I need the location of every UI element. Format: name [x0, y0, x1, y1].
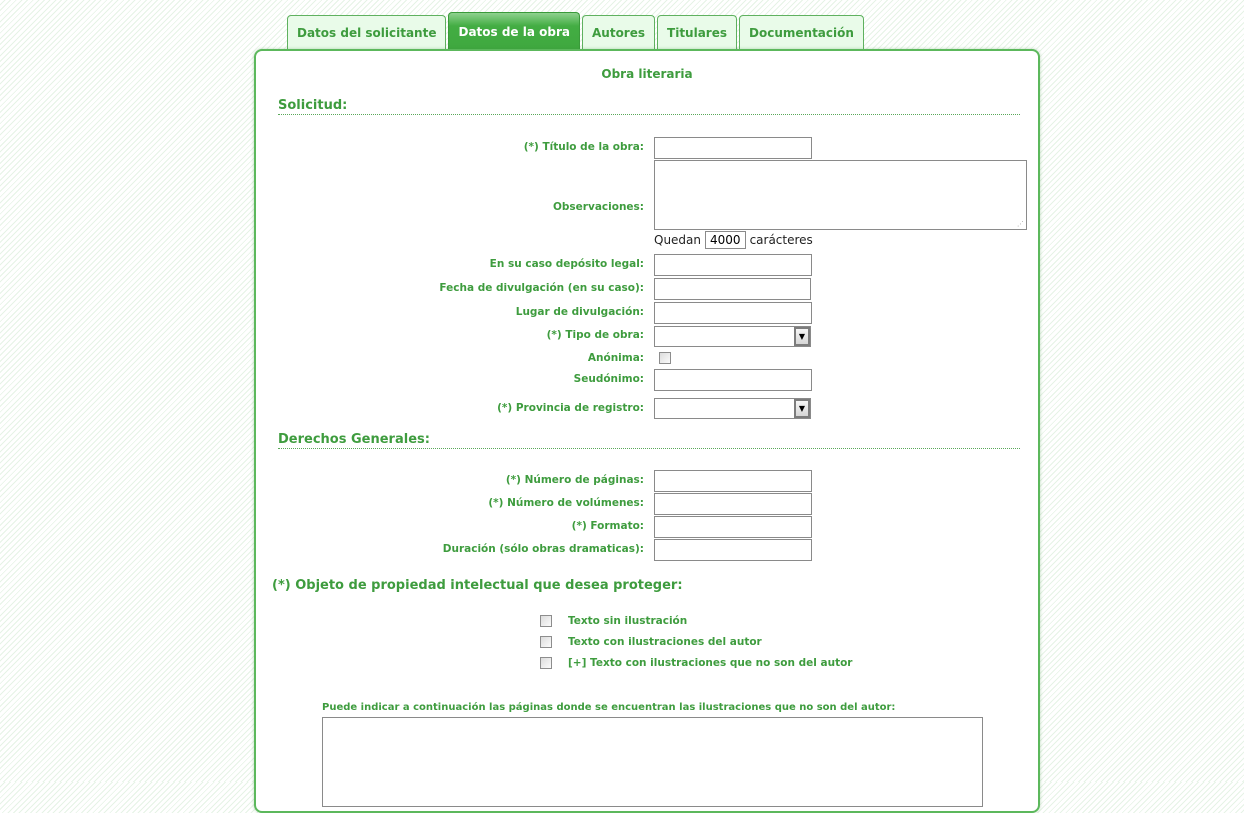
counter-value: 4000 [705, 231, 746, 249]
row-paginas [256, 470, 1036, 492]
option-checkbox[interactable] [540, 636, 552, 648]
lugar-input[interactable] [654, 302, 812, 324]
row-volumenes [256, 493, 1036, 515]
deposito-input[interactable] [654, 254, 812, 276]
form-panel [254, 49, 1040, 813]
formato-label: (*) Formato: [571, 520, 644, 532]
section-solicitud-heading: Solicitud: [278, 98, 1020, 115]
fecha-label: Fecha de divulgación (en su caso): [439, 282, 644, 294]
volumenes-input[interactable] [654, 493, 812, 515]
option-texto-sin-ilustracion[interactable] [540, 614, 687, 628]
option-checkbox[interactable] [540, 657, 552, 669]
ilustraciones-paginas-textarea[interactable] [322, 717, 983, 807]
row-seudonimo [256, 369, 1036, 391]
row-tipo [256, 326, 1036, 348]
tipo-label: (*) Tipo de obra: [546, 329, 644, 341]
row-duracion [256, 539, 1036, 561]
seudonimo-label: Seudónimo: [573, 373, 644, 385]
lugar-label: Lugar de divulgación: [515, 306, 644, 318]
tab-bar [287, 12, 864, 50]
tab-titulares[interactable]: Titulares [657, 15, 737, 50]
tab-datos-solicitante[interactable]: Datos del solicitante [287, 15, 446, 50]
paginas-input[interactable] [654, 470, 812, 492]
anonima-checkbox[interactable] [659, 352, 671, 364]
panel-title: Obra literaria [601, 67, 693, 81]
option-label: [+] Texto con ilustraciones que no son del autor [568, 657, 853, 669]
seudonimo-input[interactable] [654, 369, 812, 391]
deposito-label: En su caso depósito legal: [489, 258, 644, 270]
fecha-input[interactable] [654, 278, 811, 300]
chevron-down-icon[interactable]: ▼ [794, 327, 810, 346]
tab-autores[interactable]: Autores [582, 15, 655, 50]
option-checkbox[interactable] [540, 615, 552, 627]
formato-input[interactable] [654, 516, 812, 538]
ilustraciones-note-label: Puede indicar a continuación las páginas donde se encuentran las ilustraciones que no son del autor: [322, 702, 896, 713]
duracion-input[interactable] [654, 539, 812, 561]
row-lugar [256, 302, 1036, 324]
row-formato [256, 516, 1036, 538]
tab-documentacion[interactable]: Documentación [739, 15, 864, 50]
row-fecha [256, 278, 1036, 300]
resize-grip-icon[interactable]: ⋰ [1017, 220, 1024, 228]
row-deposito [256, 254, 1036, 276]
objeto-heading: (*) Objeto de propiedad intelectual que desea proteger: [272, 578, 683, 593]
anonima-label: Anónima: [587, 352, 644, 364]
counter-prefix: Quedan [654, 233, 702, 247]
option-texto-ilustraciones-no-autor[interactable] [540, 656, 852, 670]
duracion-label: Duración (sólo obras dramaticas): [442, 543, 644, 555]
counter-suffix: carácteres [749, 233, 813, 247]
provincia-label: (*) Provincia de registro: [497, 402, 644, 414]
titulo-input[interactable] [654, 137, 812, 159]
row-provincia [256, 398, 1036, 420]
row-titulo [256, 137, 1036, 159]
tab-datos-obra[interactable]: Datos de la obra [448, 12, 580, 50]
paginas-label: (*) Número de páginas: [505, 474, 644, 486]
observaciones-textarea[interactable] [654, 160, 1027, 230]
char-counter [654, 231, 813, 249]
section-derechos-heading: Derechos Generales: [278, 432, 1020, 449]
titulo-label: (*) Título de la obra: [523, 141, 644, 153]
row-observaciones [256, 160, 1036, 230]
option-label: Texto sin ilustración [568, 615, 688, 627]
chevron-down-icon[interactable]: ▼ [794, 399, 810, 418]
provincia-select[interactable] [654, 398, 811, 419]
option-label: Texto con ilustraciones del autor [568, 636, 762, 648]
observaciones-label: Observaciones: [552, 201, 644, 213]
option-texto-ilustraciones-autor[interactable] [540, 635, 762, 649]
volumenes-label: (*) Número de volúmenes: [488, 497, 644, 509]
tipo-select[interactable] [654, 326, 811, 347]
